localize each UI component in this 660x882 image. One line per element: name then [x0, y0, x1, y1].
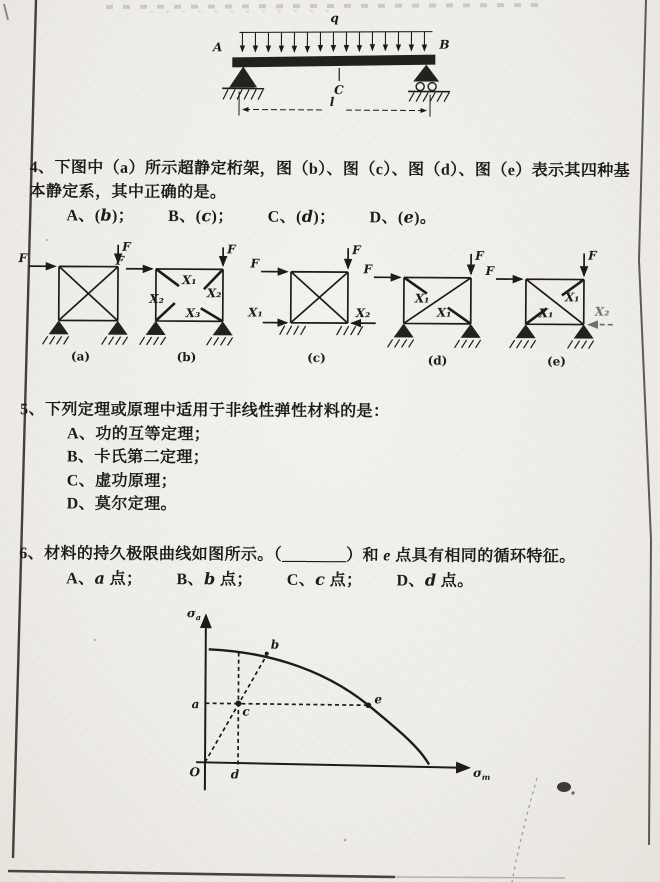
question-5 — [20, 398, 641, 519]
question-5-number: 5、 — [20, 401, 46, 419]
question-4-number: 4、 — [29, 159, 55, 177]
fatigue-limit-graph — [138, 602, 499, 814]
force-f-top-c: F — [352, 243, 361, 258]
q5-option-c: C、虚功原理； — [66, 471, 178, 490]
load-label: q — [330, 10, 339, 26]
truss-figure-b — [114, 239, 237, 365]
q6-option-d: D、d 点。 — [396, 570, 474, 590]
span-label: l — [329, 94, 335, 110]
force-f-top-a: F — [122, 239, 131, 254]
force-f-left-c: F — [250, 256, 260, 271]
point-a-label: a — [191, 697, 200, 712]
q4-option-a: A、(b)； — [66, 205, 135, 225]
question-4-line1: 4、下图中（a）所示超静定桁架，图（b）、图（c）、图（d）、图（e）表示其四种基 — [29, 159, 631, 180]
point-c-label: c — [242, 704, 250, 719]
question-6-title: 6、材料的持久极限曲线如图所示。（________）和 e 点具有相同的循环特征。 — [19, 545, 576, 566]
question-4 — [29, 156, 651, 231]
redundant-x2-b: X₂ — [206, 286, 222, 301]
q4-option-c: C、(d)； — [267, 206, 336, 227]
point-e-label: e — [374, 692, 383, 707]
roller-support-right — [408, 64, 450, 101]
pin-support-left — [222, 66, 264, 99]
beam-bar — [232, 53, 435, 68]
point-d-label: d — [230, 767, 240, 782]
q4-option-b: B、(c)； — [168, 206, 234, 226]
question-6 — [19, 542, 644, 594]
q5-option-a: A、功的互等定理； — [66, 424, 211, 443]
point-b-label: b — [270, 637, 280, 652]
question-6-number: 6、 — [19, 545, 45, 563]
construction-dashes — [205, 651, 369, 765]
redundant-x1b-e: X₁ — [538, 306, 554, 321]
question-5-title: 5、下列定理或原理中适用于非线性弹性材料的是： — [20, 401, 390, 421]
truss-figure-c — [247, 242, 376, 365]
truss-figure-e — [484, 248, 613, 369]
answer-blank: ________ — [282, 546, 347, 565]
caption-a: (a) — [70, 349, 91, 364]
force-f-left-a: F — [18, 251, 28, 266]
force-f-left-d: F — [363, 262, 373, 277]
redundant-x4-b: X₃ — [185, 306, 201, 321]
q6-option-a: A、a 点； — [66, 568, 143, 588]
q5-option-b: B、卡氏第二定理； — [66, 448, 210, 467]
redundant-x1-b: X₁ — [181, 273, 197, 288]
caption-b: (b) — [176, 350, 197, 365]
redundant-x1-e: X₁ — [564, 290, 580, 305]
force-f-top-b: F — [227, 242, 236, 257]
force-f-left-b: F — [115, 253, 125, 268]
limit-curve — [208, 649, 430, 764]
link-supports-c — [280, 326, 363, 336]
support-a-label: A — [213, 40, 223, 55]
beam-figure — [162, 7, 493, 144]
redundant-x1b-d: X₁ — [436, 305, 452, 320]
pin-supports-d — [388, 323, 481, 348]
q5-option-d: D、莫尔定理。 — [66, 495, 178, 514]
truss-figures — [0, 236, 660, 380]
caption-c: (c) — [307, 350, 326, 365]
redundant-x3-b: X₂ — [149, 291, 164, 306]
pin-supports-b — [140, 321, 233, 346]
question-4-options — [66, 203, 651, 231]
reaction-x1-c: X₁ — [248, 305, 263, 320]
redundant-x1-d: X₁ — [414, 291, 430, 306]
distributed-load — [239, 30, 432, 52]
q6-option-b: B、b 点； — [176, 568, 253, 589]
caption-d: (d) — [427, 353, 448, 368]
caption-e: (e) — [546, 354, 567, 369]
q4-option-d: D、(e)。 — [369, 207, 437, 227]
point-c-dot — [235, 700, 241, 706]
point-b-dot — [265, 652, 269, 656]
reaction-x2-e: X₂ — [594, 304, 610, 319]
pin-supports-a — [43, 320, 128, 345]
point-e-dot — [366, 702, 372, 708]
reaction-x2-c: X₂ — [355, 306, 371, 321]
support-b-label: B — [439, 37, 450, 52]
pin-supports-e — [510, 324, 594, 349]
q6-option-c: C、c 点； — [286, 569, 363, 589]
x-axis-label: $\sigma_m$ — [472, 765, 491, 782]
question-6-options — [66, 566, 644, 594]
y-axis-label: $\sigma_a$ — [186, 606, 201, 623]
question-5-options — [20, 422, 641, 520]
force-f-top-d: F — [475, 248, 484, 263]
origin-label: O — [189, 765, 201, 780]
force-f-left-e: F — [485, 263, 495, 278]
midpoint-label: C — [334, 83, 344, 98]
force-f-top-e: F — [588, 248, 597, 263]
question-4-line2: 本静定系，其中正确的是。 — [29, 182, 227, 201]
truss-figure-d — [362, 248, 485, 368]
